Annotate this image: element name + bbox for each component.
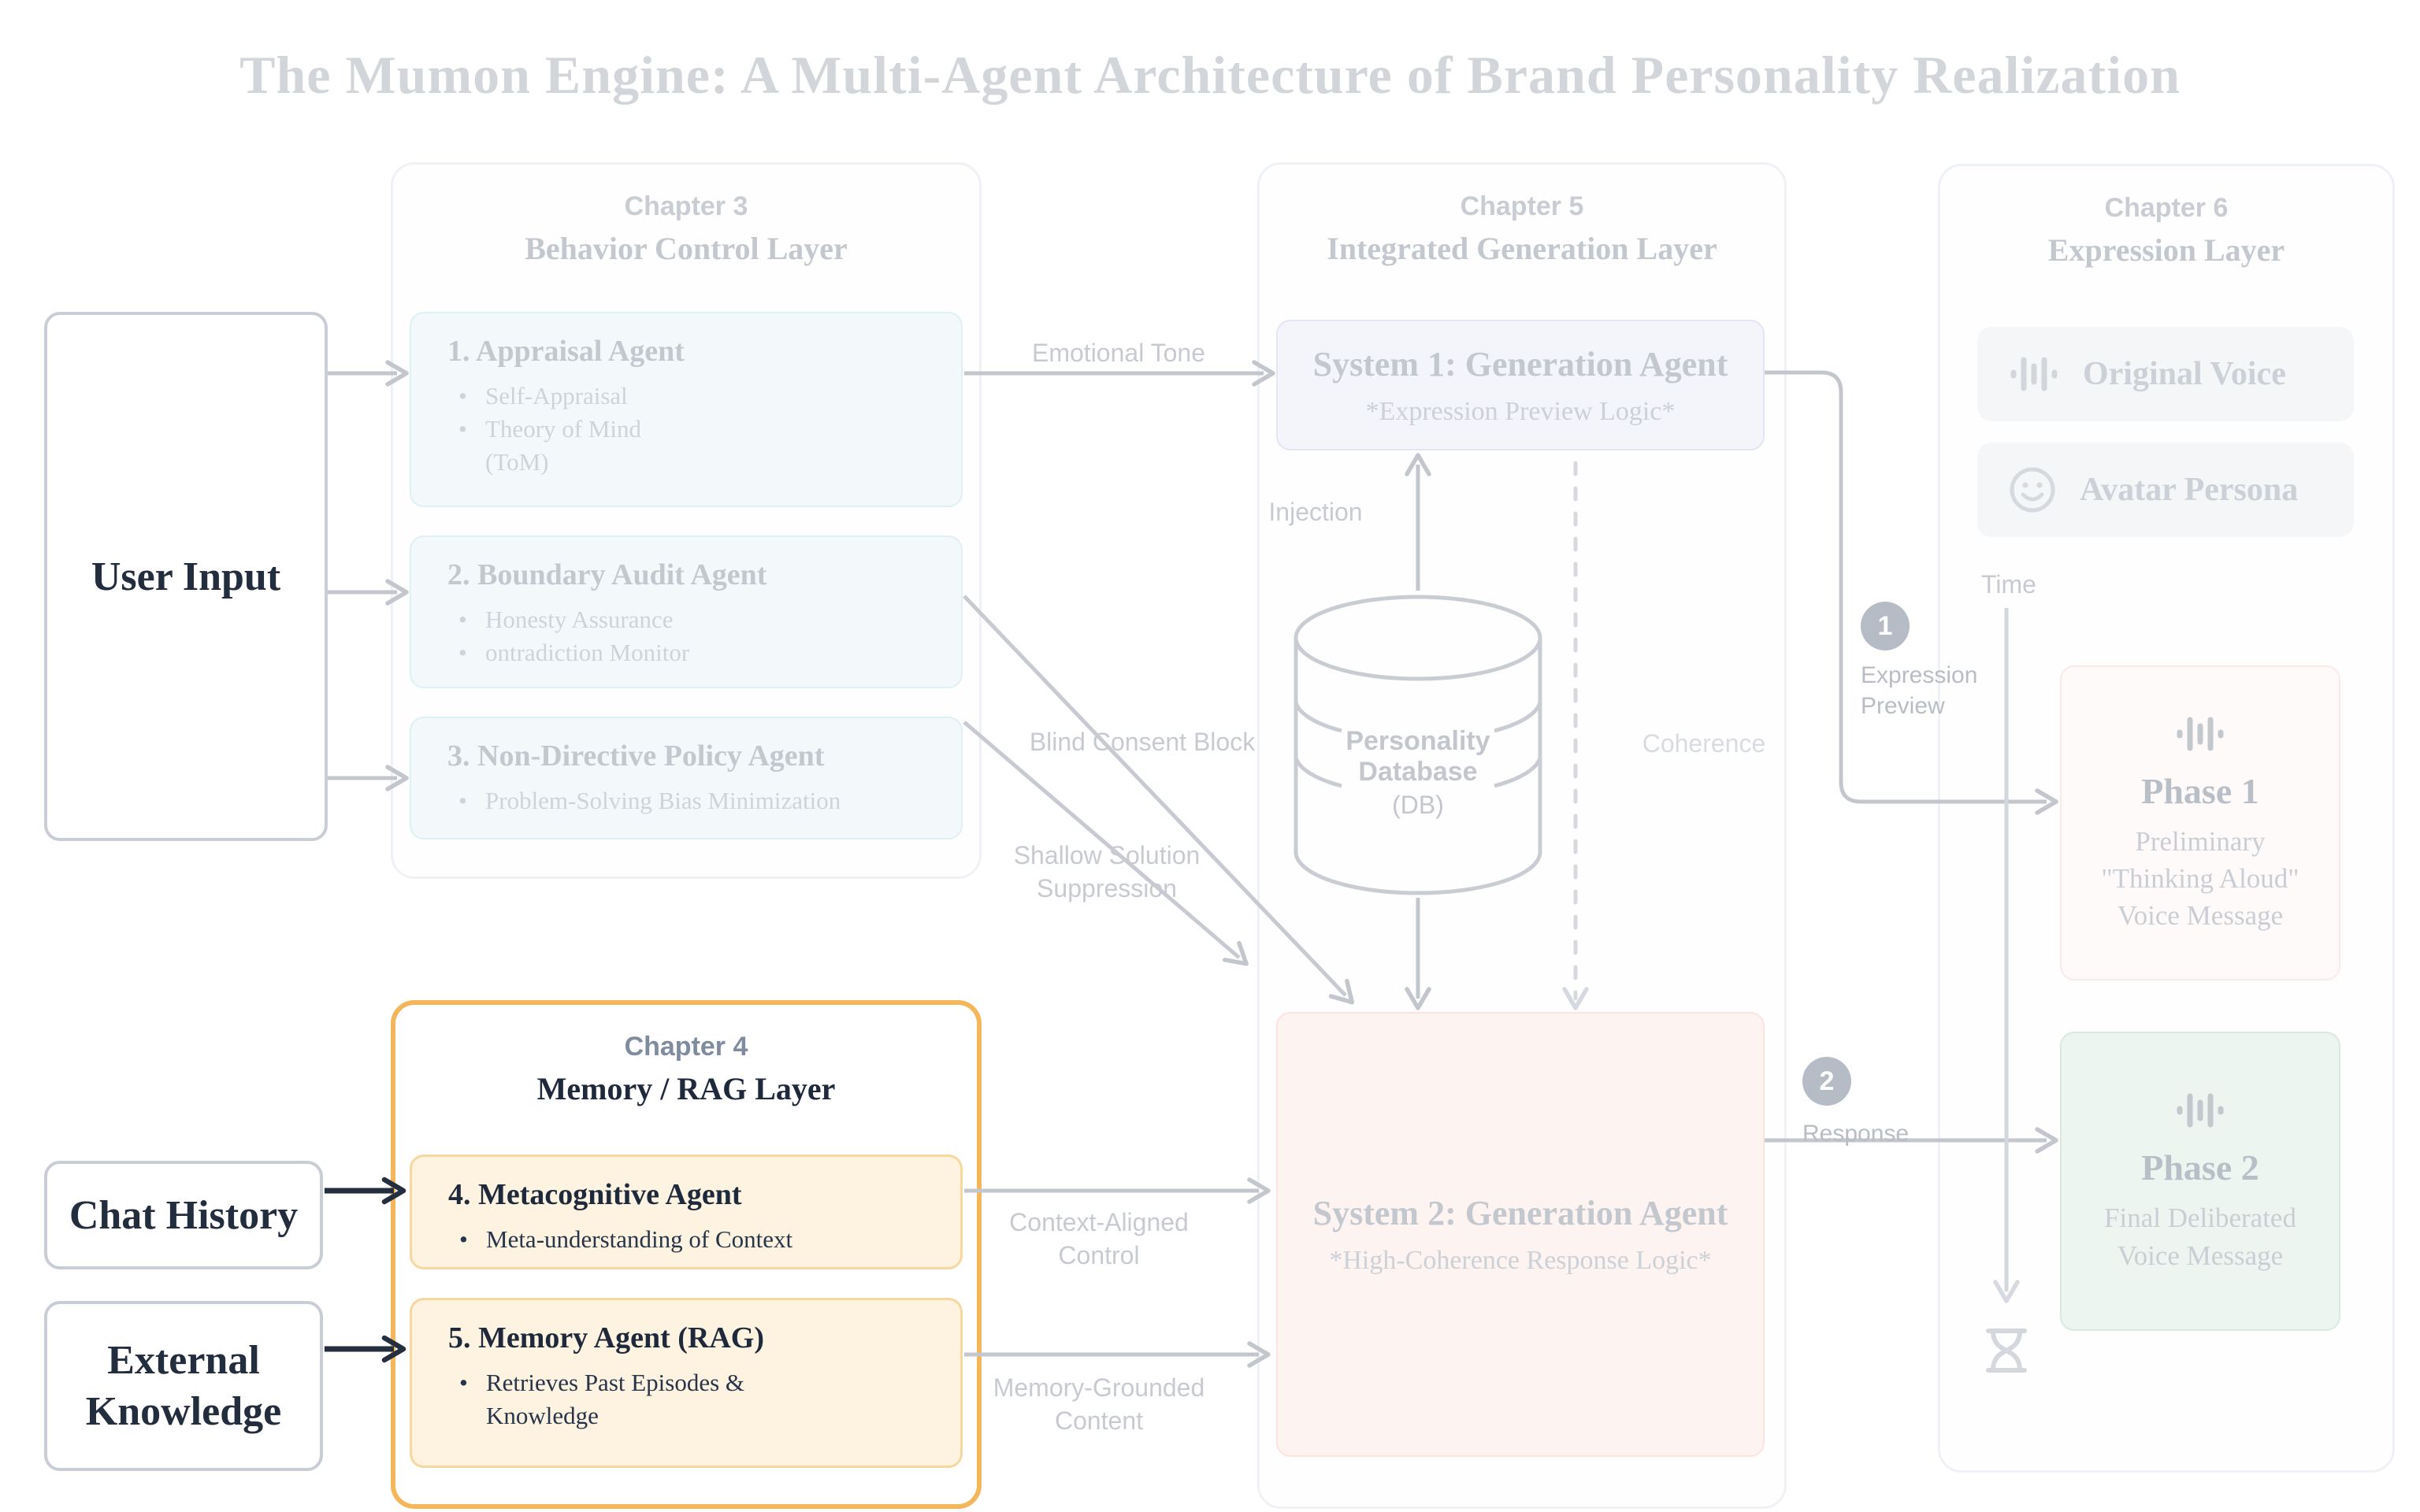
- phase1-box: [2060, 665, 2340, 980]
- original-voice-chip: [1977, 327, 2354, 421]
- smiley-icon: [2009, 466, 2056, 513]
- waveform-icon: [2175, 1088, 2225, 1132]
- agent-heading: 5. Memory Agent (RAG): [448, 1321, 765, 1354]
- agent-metacognitive-box: [410, 1154, 963, 1269]
- system1-subtitle: *Expression Preview Logic*: [1365, 396, 1676, 426]
- agent-boundary-box: [410, 536, 963, 688]
- system2-title: System 2: Generation Agent: [1312, 1194, 1728, 1232]
- system1-box: [1276, 320, 1765, 450]
- chat-history-box: [44, 1161, 323, 1269]
- chapter3-label: Chapter 3: [624, 191, 748, 221]
- chapter4-label: Chapter 4: [624, 1032, 748, 1062]
- label-emotional-tone: Emotional Tone: [1032, 339, 1205, 367]
- phase2-box: [2060, 1032, 2340, 1331]
- agent-bullet: • Honesty Assurance: [458, 603, 789, 636]
- chapter4-layer-name: Memory / RAG Layer: [536, 1071, 836, 1106]
- waveform-icon: [2009, 352, 2059, 396]
- chapter5-layer-name: Integrated Generation Layer: [1327, 231, 1717, 266]
- badge-expression-preview-number: 1: [1861, 602, 1910, 650]
- agent-memory-rag-box: [410, 1298, 963, 1468]
- database-line3: (DB): [1392, 791, 1444, 819]
- chapter3-layer-name: Behavior Control Layer: [525, 231, 848, 266]
- agent-appraisal-box: [410, 312, 963, 507]
- avatar-persona-label: Avatar Persona: [2080, 472, 2299, 508]
- system1-title: System 1: Generation Agent: [1312, 344, 1728, 384]
- chat-history-label: Chat History: [69, 1192, 299, 1238]
- system2-box: [1276, 1012, 1765, 1457]
- agent-nondirective-box: [410, 717, 963, 839]
- system2-subtitle: *High-Coherence Response Logic*: [1329, 1246, 1712, 1275]
- badge-response-label: Response: [1802, 1121, 1910, 1147]
- time-label: Time: [1981, 570, 2036, 598]
- phase1-title: Phase 1: [2141, 770, 2259, 811]
- waveform-icon: [2175, 712, 2225, 756]
- page-title: The Mumon Engine: A Multi-Agent Architecture of Brand Personality Realization: [239, 45, 2181, 105]
- personality-database-label: [1300, 726, 1536, 820]
- phase1-subtitle: Preliminary "Thinking Aloud" Voice Message: [2101, 825, 2299, 932]
- agent-bullet: • Theory of Mind (ToM): [458, 413, 695, 479]
- agent-heading: 1. Appraisal Agent: [447, 335, 685, 368]
- database-line1: Personality: [1345, 726, 1490, 756]
- external-knowledge-label: External Knowledge: [85, 1338, 282, 1434]
- agent-bullet: • Problem-Solving Bias Minimization: [458, 784, 931, 817]
- agent-bullet: • ontradiction Monitor: [458, 636, 789, 669]
- agent-bullet: • Self-Appraisal: [458, 380, 695, 413]
- label-shallow-solution: Shallow Solution Suppression: [1013, 841, 1201, 902]
- label-blind-consent-block: Blind Consent Block: [1029, 728, 1256, 756]
- agent-heading: 2. Boundary Audit Agent: [447, 558, 767, 591]
- agent-bullet: • Meta-understanding of Context: [459, 1223, 900, 1256]
- user-input-label: User Input: [91, 554, 281, 599]
- chapter6-layer-name: Expression Layer: [2047, 232, 2285, 268]
- phase2-title: Phase 2: [2141, 1147, 2259, 1188]
- original-voice-label: Original Voice: [2083, 356, 2286, 392]
- agent-bullet: • Retrieves Past Episodes & Knowledge: [459, 1366, 790, 1432]
- agent-heading: 3. Non-Directive Policy Agent: [447, 739, 825, 773]
- arrow-blind-consent-block: [964, 596, 1345, 995]
- badge-expression-preview-label: Expression Preview: [1861, 662, 1978, 719]
- database-line2: Database: [1358, 757, 1478, 787]
- avatar-persona-chip: [1977, 443, 2354, 537]
- external-knowledge-box: [44, 1301, 323, 1471]
- agent-heading: 4. Metacognitive Agent: [448, 1178, 742, 1211]
- phase2-subtitle: Final Deliberated Voice Message: [2104, 1203, 2296, 1271]
- chapter6-label: Chapter 6: [2104, 193, 2229, 223]
- hourglass-icon: [1988, 1331, 2025, 1370]
- chapter5-label: Chapter 5: [1460, 191, 1584, 221]
- user-input-box: [44, 312, 328, 841]
- badge-response-number: 2: [1802, 1057, 1851, 1106]
- label-memory-grounded: Memory-Grounded Content: [993, 1373, 1205, 1435]
- label-context-aligned: Context-Aligned Control: [1009, 1208, 1189, 1269]
- label-coherence: Coherence: [1642, 729, 1766, 758]
- label-injection: Injection: [1268, 498, 1363, 526]
